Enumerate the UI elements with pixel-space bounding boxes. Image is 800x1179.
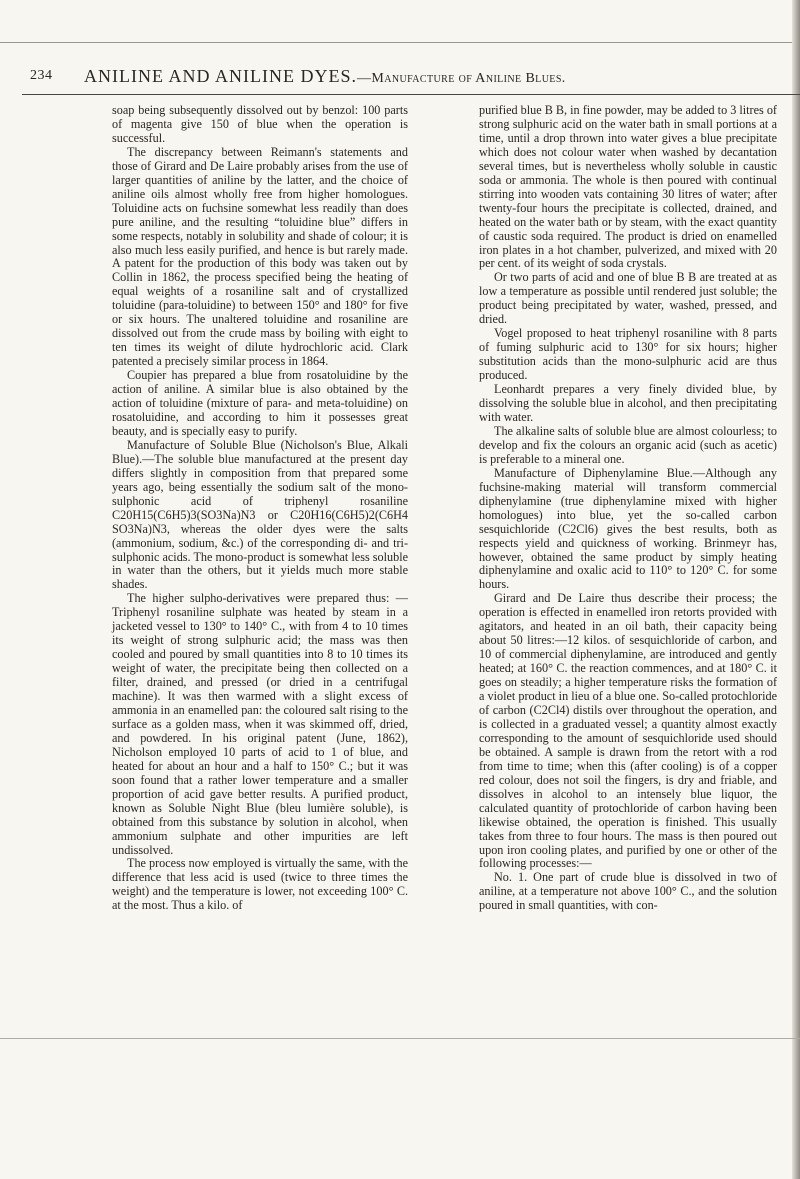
paragraph: The discrepancy between Reimann's statements and those of Girard and De Laire probably arises from the use of larger quantities of aniline by the latter, and the choice of aniline oils almost wholly free from higher homologues. Toluidine acts on fuchsine somewhat less readily than does pure aniline, and the resulting “toluidine blue” differs in some respects, notably in solubility and shade of colour; it is also much less easily purified, and hence is but rarely made. A patent for the production of this body was taken out by Collin in 1862, the process specified being the heating of equal weights of a rosaniline salt and of crystallized toluidine (para-toluidine) to between 150° and 180° for five or six hours. The unaltered toluidine and rosaniline are dissolved out from the crude mass by boiling with eight to ten times its weight of dilute hydrochloric acid. Clark patented a precisely similar process in 1864. bbox=[112, 144, 408, 369]
paragraph: The alkaline salts of soluble blue are almost colourless; to develop and fix the colours an organic acid (such as acetic) is preferable to a mineral one. bbox=[479, 423, 777, 466]
bottom-rule bbox=[0, 1038, 800, 1039]
paragraph: Coupier has prepared a blue from rosatoluidine by the action of aniline. A similar blue is also obtained by the action of toluidine (mixture of para- and meta-toluidine) on rosatoluidine, and according to him it possesses great beauty, and is specially easy to purify. bbox=[112, 368, 408, 438]
paragraph: soap being subsequently dissolved out by benzol: 100 parts of magenta give 150 of blue when the operation is successful. bbox=[112, 103, 408, 145]
paragraph: Manufacture of Diphenylamine Blue.—Although any fuchsine-making material will transform commercial diphenylamine (true diphenylamine mixed with higher homologues) into blue, yet the so-called carbon sesquichloride (C2Cl6) gives the best results, both as respects yield and quickness of working. Brinmeyr has, however, obtained the same product by simply heating diphenylamine and oxalic acid to 110° to 120° C. for some hours. bbox=[479, 465, 777, 592]
paragraph: Girard and De Laire thus describe their process; the operation is effected in enamelled iron retorts provided with agitators, and heated in an oil bath, their capacity being about 50 litres:—12 kilos. of sesquichloride of carbon, and 10 of commercial diphenylamine, are introduced and gently heated; at 160° C. the reaction commences, and at 180° C. it goes on steadily; a higher temperature risks the formation of a violet product in lieu of a blue one. So-called protochloride of carbon (C2Cl4) distils over throughout the operation, and is collected in a graduated vessel; a quantity almost exactly corresponding to the amount of sesquichloride used should be obtained. A sample is drawn from the retort with a rod from time to time; when this (after cooling) is of a copper red colour, does not soil the fingers, is dry and friable, and dissolves in alcohol to an intensely blue liquor, the calculated quantity of protochloride of carbon having been likewise obtained, the operation is finished. This usually takes from three to four hours. The mass is then poured out upon iron cooling plates, and purified by one or other of the following processes:— bbox=[479, 591, 777, 871]
header-rule bbox=[22, 94, 800, 95]
page-edge-shadow bbox=[792, 0, 800, 1179]
paragraph: The higher sulpho-derivatives were prepared thus: —Triphenyl rosaniline sulphate was heated by steam in a jacketed vessel to 130° to 140° C., with from 4 to 10 times its weight of strong sulphuric acid; the mass was then cooled and poured by small quantities into 8 to 10 times its weight of water, the precipitate being then collected on a filter, drained, and pressed (or dried in a centrifugal machine). It was then warmed with a slight excess of ammonia in an enamelled pan: the coloured salt rising to the surface as a golden mass, when it was skimmed off, dried, and powdered. In his original patent (June, 1862), Nicholson employed 10 parts of acid to 1 of blue, and heated for about an hour and a half to 150° C.; but it was soon found that a rather lower temperature and a smaller proportion of acid gave better results. A purified product, known as Soluble Night Blue (bleu lumière soluble), is obtained from this substance by solution in alcohol, when ammonium sulphate and other impurities are left undissolved. bbox=[112, 591, 408, 857]
paragraph: purified blue B B, in fine powder, may be added to 3 litres of strong sulphuric acid on the water bath in small portions at a time, until a drop thrown into water gives a blue precipitate which does not colour water when washed by decantation several times, but is nevertheless wholly soluble in caustic soda or ammonia. The whole is then poured with continual stirring into wooden vats containing 30 litres of water; after twenty-four hours the precipitate is collected, drained, and heated on the water bath or by steam, with the exact quantity of caustic soda required. The product is dried on enamelled iron plates in a hot chamber, pulverized, and mixed with 20 per cent. of its weight of soda crystals. bbox=[479, 103, 777, 271]
top-rule bbox=[0, 42, 800, 43]
paragraph: Manufacture of Soluble Blue (Nicholson's Blue, Alkali Blue).—The soluble blue manufactured at the present day differs slightly in composition from that prepared some years ago, being essentially the sodium salt of the mono-sulphonic acid of triphenyl rosaniline C20H15(C6H5)3(SO3Na)N3 or C20H16(C6H5)2(C6H4 SO3Na)N3, whereas the older dyes were the salts (ammonium, sodium, &c.) of the corresponding di- and tri- sulphonic acids. The mono-product is somewhat less soluble in water than the others, but it yields much more stable shades. bbox=[112, 437, 408, 592]
right-column bbox=[479, 104, 777, 913]
running-head-section: —Manufacture of Aniline Blues. bbox=[356, 71, 566, 86]
paragraph: Or two parts of acid and one of blue B B are treated at as low a temperature as possible until rendered just soluble; the product being precipitated by water, washed, pressed, and dried. bbox=[479, 270, 777, 327]
paragraph: No. 1. One part of crude blue is dissolved in two of aniline, at a temperature not above 100° C., and the solution poured in small quantities, with con- bbox=[479, 870, 777, 913]
page-header bbox=[22, 66, 792, 90]
running-head-title: ANILINE AND ANILINE DYES. bbox=[84, 66, 357, 86]
paragraph: Vogel proposed to heat triphenyl rosaniline with 8 parts of fuming sulphuric acid to 130° for six hours; higher substitution acids than the mono-sulphuric acid are thus produced. bbox=[479, 326, 777, 383]
running-head bbox=[84, 66, 566, 87]
left-column bbox=[112, 104, 408, 913]
page-number: 234 bbox=[30, 68, 53, 83]
paragraph: The process now employed is virtually the same, with the difference that less acid is used (twice to three times the weight) and the temperature is lower, not exceeding 100° C. at the most. Thus a kilo. of bbox=[112, 856, 408, 913]
paragraph: Leonhardt prepares a very finely divided blue, by dissolving the soluble blue in alcohol, and then precipitating with water. bbox=[479, 382, 777, 424]
